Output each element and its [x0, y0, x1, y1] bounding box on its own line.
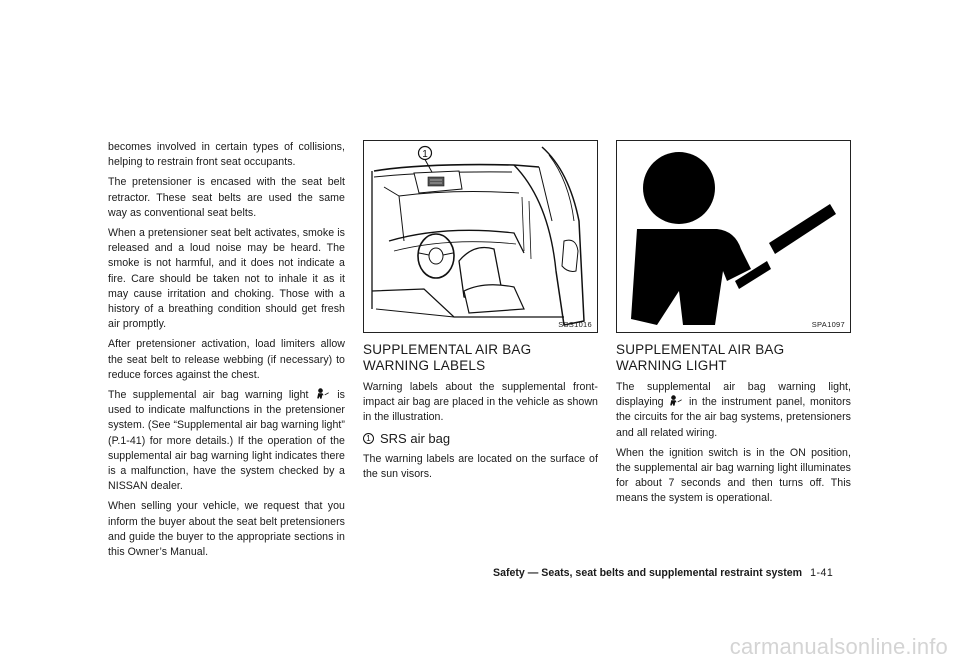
paragraph: Warning labels about the supplemental front-impact air bag are placed in the vehicle as shown in the illustration.: [363, 381, 598, 424]
watermark: carmanualsonline.info: [729, 634, 948, 659]
paragraph: After pretensioner activation, load limiters allow the seat belt to release webbing (if necessary) to reduce forces against the chest.: [108, 338, 345, 381]
section-heading: SUPPLEMENTAL AIR BAG WARNING LABELS: [363, 342, 532, 373]
figure-callout-number: 1: [422, 149, 428, 160]
airbag-symbol-illustration: [616, 140, 851, 333]
paragraph: When the ignition switch is in the ON position, the supplemental air bag warning light illuminates for about 7 seconds and then turns off. This means the system is operational.: [616, 446, 851, 505]
car-door-open-illustration: [364, 141, 597, 332]
section-heading: SUPPLEMENTAL AIR BAG WARNING LIGHT: [616, 342, 785, 373]
paragraph-text: is used to indicate malfunctions in the pretensioner system. (See “Supplemental air bag warning light” (P.1-41) for more details.) If the operation of the supplemental air bag warning light indicates there is a malfunction, have the system checked by a NISSAN dealer.: [108, 389, 346, 493]
footer-section-title: Safety — Seats, seat belts and supplemental restraint system: [493, 567, 803, 579]
paragraph: The pretensioner is encased with the seat belt retractor. These seat belts are used the same way as conventional seat belts.: [108, 176, 345, 219]
car-interior-illustration: [363, 140, 598, 333]
paragraph-text: The supplemental air bag warning light, displaying: [616, 381, 851, 409]
paragraph: The warning labels are located on the surface of the sun visors.: [363, 452, 598, 480]
figure-code: SPA1097: [811, 320, 845, 329]
callout-item: [363, 431, 598, 446]
paragraph: becomes involved in certain types of collisions, helping to restrain front seat occupants.: [108, 141, 345, 169]
paragraph-text: The supplemental air bag warning light: [108, 389, 309, 402]
paragraph: [108, 388, 345, 494]
page-number: 1-41: [810, 567, 834, 579]
right-column: [616, 140, 851, 512]
airbag-warning-icon: [317, 388, 329, 399]
airbag-warning-symbol-icon: [617, 141, 850, 332]
paragraph: [616, 380, 851, 441]
middle-column: [363, 140, 598, 487]
figure-code: SSS1016: [558, 320, 592, 329]
callout-label: SRS air bag: [380, 430, 451, 446]
page-footer: [493, 567, 863, 579]
paragraph: When selling your vehicle, we request that you inform the buyer about the seat belt pretensioners and guide the buyer to the appropriate sections in this Owner’s Manual.: [108, 500, 345, 559]
left-column: [108, 140, 345, 565]
paragraph: When a pretensioner seat belt activates, smoke is released and a loud noise may be heard. The smoke is not harmful, and it does not indicate a fire. Care should be taken not to inhale it as it may cause irritation and choking. Those with a history of a breathing condition should get fresh air promptly.: [108, 227, 345, 331]
airbag-warning-icon: [670, 395, 682, 406]
paragraph-text: in the instrument panel, monitors the circuits for the air bag systems, pretensioners and all related wiring.: [616, 396, 851, 439]
callout-number: 1: [363, 433, 374, 444]
